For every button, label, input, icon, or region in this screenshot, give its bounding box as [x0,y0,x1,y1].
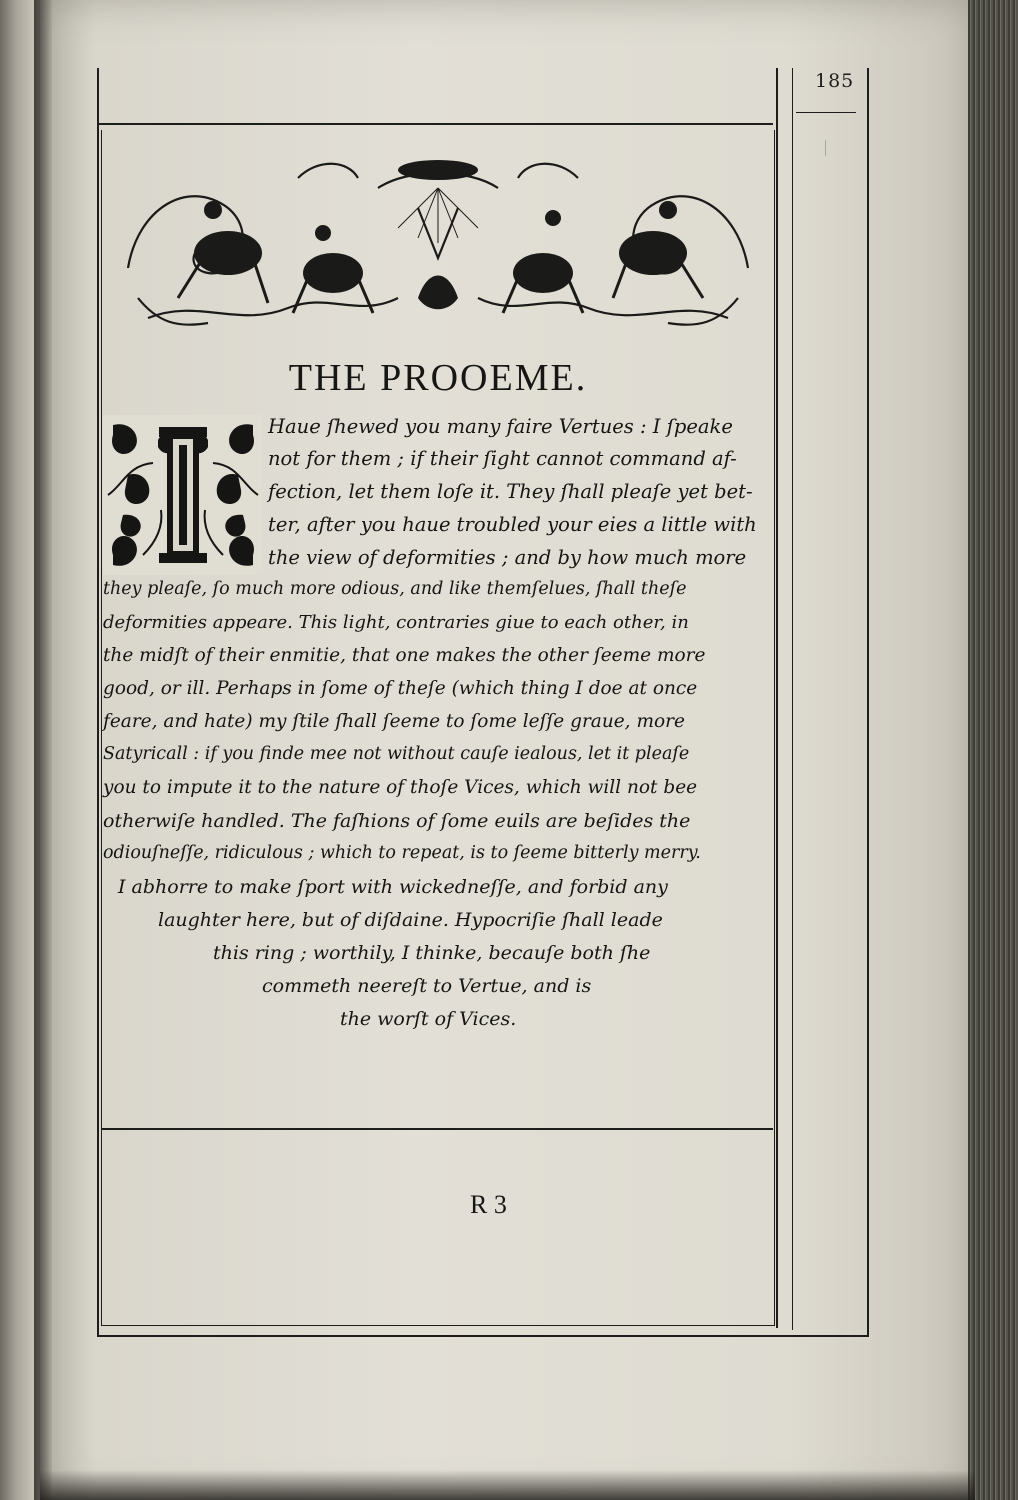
text-line: they pleaſe, ſo much more odious, and like themſelues, ſhall theſe [103,579,687,599]
page-bottom-shadow [40,1470,975,1500]
text-line: I abhorre to make ſport with wickedneſſe, and forbid any [118,876,668,898]
text-line: this ring ; worthily, I thinke, becauſe both ſhe [213,942,651,964]
margin-column-rule [792,68,793,1330]
top-rule [97,123,773,125]
page-number: 185 [815,70,855,92]
text-line: the view of deformities ; and by how much more [268,546,747,569]
page-fore-edge [968,0,1018,1500]
text-line: Satyricall : if you finde mee not without cauſe iealous, let it pleaſe [103,744,690,764]
text-line: good, or ill. Perhaps in ſome of theſe (which thing I doe at once [103,678,698,699]
text-line: odiouſneſſe, ridiculous ; which to repeat, is to ſeeme bitterly merry. [103,843,701,863]
book-gutter [34,0,52,1500]
signature-mark: R 3 [470,1190,507,1219]
page-title: THE PROOEME. [288,357,588,399]
decorated-initial-i-icon [103,415,263,575]
text-line: not for them ; if their ſight cannot command af- [268,447,737,470]
text-line: the midſt of their enmitie, that one makes the other ſeeme more [103,645,706,666]
text-line: deformities appeare. This light, contraries giue to each other, in [103,612,689,633]
text-line: otherwiſe handled. The faſhions of ſome euils are beſides the [103,810,691,832]
text-line: ter, after you haue troubled your eies a little with [268,513,757,536]
text-line: the worſt of Vices. [340,1008,517,1030]
margin-head-rule [796,112,856,113]
pencil-mark [825,140,829,156]
text-line: feare, and hate) my ſtile ſhall ſeeme to ſome leſſe graue, more [103,711,685,732]
text-line: laughter here, but of diſdaine. Hypocriſie ſhall leade [158,909,663,931]
text-line: Haue ſhewed you many faire Vertues : I ſpeake [268,415,733,438]
text-column-rule [776,68,778,1328]
text-line: commeth neereſt to Vertue, and is [262,975,592,997]
text-line: fection, let them loſe it. They ſhall pleaſe yet bet- [268,480,753,503]
text-line: you to impute it to the nature of thoſe Vices, which will not bee [103,777,698,798]
headpiece-ornament-icon [118,148,758,338]
foot-rule [101,1128,773,1130]
